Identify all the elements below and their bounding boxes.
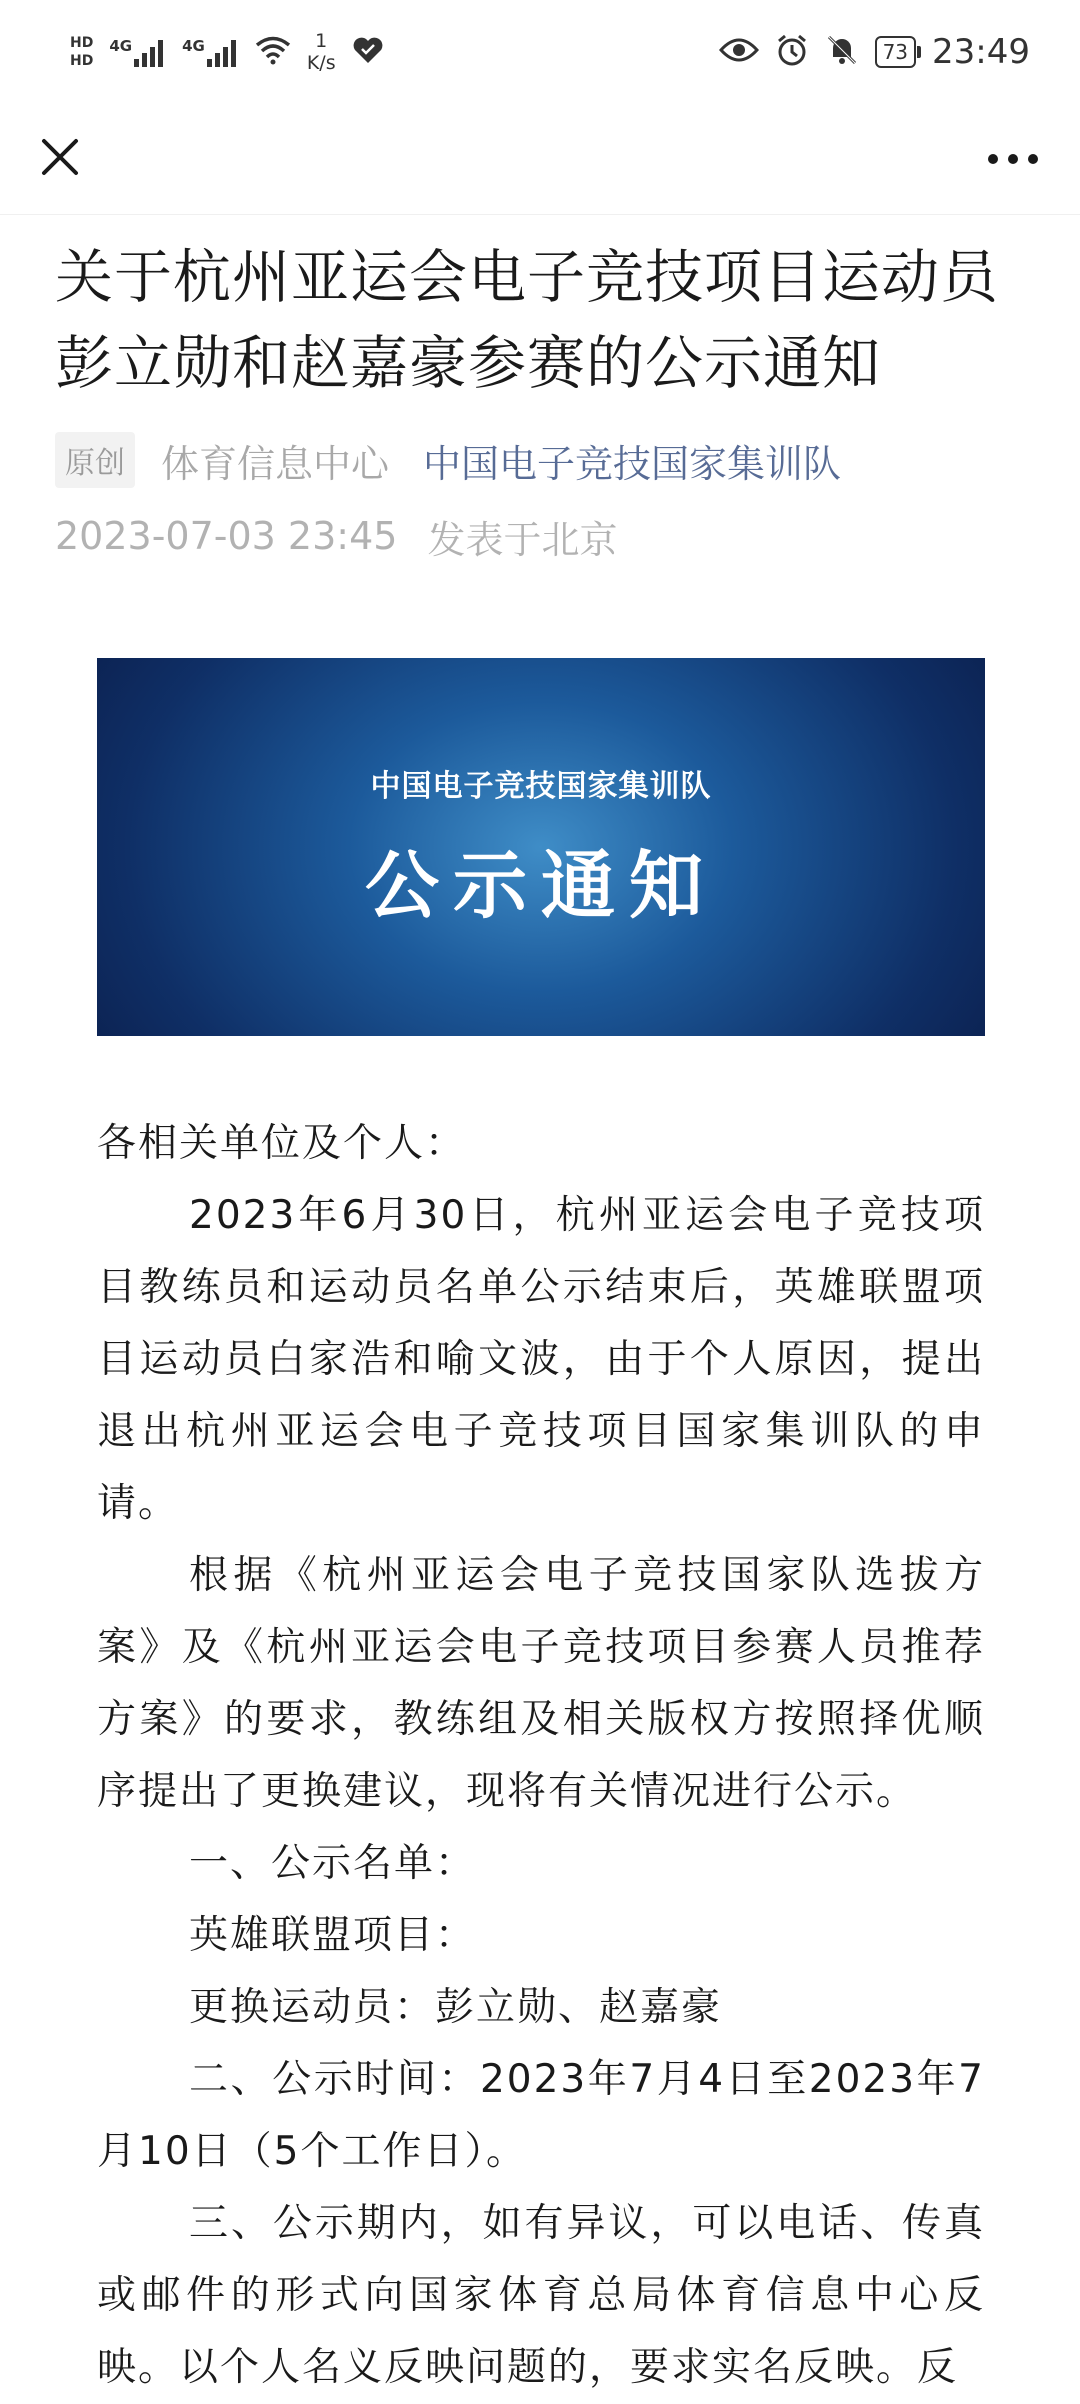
status-right: [703, 32, 1030, 72]
section-heading: 一、公示名单：: [189, 1841, 477, 1886]
close-button[interactable]: [30, 129, 90, 189]
banner-image[interactable]: [97, 658, 985, 1036]
salutation: 各相关单位及个人：: [97, 1121, 467, 1166]
section-heading: 二、公示时间：2023年7月4日至2023年7月10日（5个工作日）。: [97, 2057, 985, 2174]
network-type-2: 4G: [182, 37, 205, 55]
body-paragraph: 根据《杭州亚运会电子竞技国家队选拔方案》及《杭州亚运会电子竞技项目参赛人员推荐方案》的要求，教练组及相关版权方按照择优顺序提出了更换建议，现将有关情况进行公示。: [97, 1553, 985, 1814]
body-line: 英雄联盟项目：: [189, 1913, 477, 1958]
battery-level: 73: [882, 40, 909, 64]
signal-icon: [182, 37, 239, 67]
article-body: [97, 1108, 985, 2404]
hd-top-label: HD: [70, 35, 94, 51]
publish-location: 发表于北京: [427, 517, 618, 562]
article-author: 体育信息中心: [161, 441, 390, 486]
banner-title: 公示通知: [365, 843, 717, 929]
mute-icon: [825, 33, 859, 71]
hd-icon: [70, 34, 93, 70]
heart-icon: [352, 35, 384, 69]
article: [0, 214, 1080, 2404]
banner-subtitle: 中国电子竞技国家集训队: [370, 769, 712, 804]
body-paragraph: 2023年6月30日，杭州亚运会电子竞技项目教练员和运动员名单公示结束后，英雄联盟项目运动员白家浩和喻文波，由于个人原因，提出退出杭州亚运会电子竞技项目国家集训队的申请。: [97, 1193, 985, 1526]
article-title: 关于杭州亚运会电子竞技项目运动员彭立勋和赵嘉豪参赛的公示通知: [55, 243, 1000, 397]
eye-icon: [719, 36, 759, 68]
article-publish-info: [55, 506, 1025, 566]
signal-icon: [109, 37, 166, 67]
close-icon[interactable]: [40, 137, 80, 181]
network-speed: [307, 30, 336, 74]
nav-bar: [0, 104, 1080, 215]
article-meta: [55, 430, 1025, 490]
account-link[interactable]: 中国电子竞技国家集训队: [423, 441, 842, 486]
section-heading: 三、公示期内，如有异议，可以电话、传真或邮件的形式向国家体育总局体育信息中心反映。以个人名义反映问题的，要求实名反映。反: [97, 2201, 985, 2390]
clock: 23:49: [932, 32, 1030, 72]
body-line: 更换运动员：彭立勋、赵嘉豪: [189, 1985, 723, 2030]
speed-value: 1: [315, 30, 328, 52]
status-bar: [0, 0, 1080, 104]
status-left: [70, 30, 400, 74]
network-type-1: 4G: [109, 37, 133, 55]
more-icon[interactable]: [987, 150, 1039, 169]
more-button[interactable]: [978, 129, 1048, 189]
alarm-icon: [775, 33, 809, 71]
hd-bottom-label: HD: [70, 53, 94, 69]
wifi-icon: [255, 35, 291, 69]
speed-unit: K/s: [306, 52, 336, 74]
original-badge: 原创: [55, 432, 135, 488]
publish-datetime: 2023-07-03 23:45: [55, 514, 398, 558]
battery-icon: [875, 36, 916, 68]
